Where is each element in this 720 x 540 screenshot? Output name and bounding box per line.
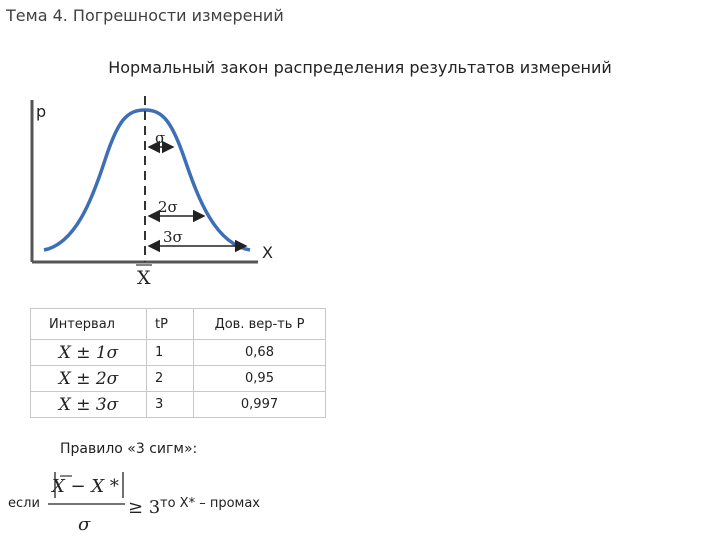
table-row (31, 366, 326, 392)
t-cell: 2 (147, 366, 194, 392)
rule-if: если (8, 496, 40, 511)
rule-denominator: σ (78, 514, 91, 535)
t-cell: 3 (147, 392, 194, 418)
two-sigma-label: 2σ (158, 198, 178, 216)
t-cell: 1 (147, 340, 194, 366)
confidence-table (30, 308, 326, 418)
header-t: tP (147, 309, 194, 340)
sigma-label: σ (155, 129, 166, 147)
probability-cell: 0,997 (194, 392, 326, 418)
x-axis-label: X (262, 243, 273, 262)
interval-cell: X ± 2σ (58, 368, 119, 389)
slide-title: Нормальный закон распределения результатов измерений (108, 58, 612, 77)
three-sigma-rule-title: Правило «3 сигм»: (60, 441, 198, 457)
y-axis-label: p (36, 102, 47, 121)
header-interval: Интервал (31, 309, 147, 340)
table-row (31, 392, 326, 418)
rule-relation: ≥ 3 (128, 497, 161, 518)
rule-conclusion: то Х* – промах (160, 496, 261, 511)
rule-numerator: X − X * (52, 476, 119, 497)
three-sigma-label: 3σ (163, 228, 183, 246)
mean-label: X (137, 267, 151, 289)
interval-cell: X ± 1σ (58, 342, 119, 363)
interval-cell: X ± 3σ (58, 394, 119, 415)
topic-title: Тема 4. Погрешности измерений (6, 6, 284, 25)
header-probability: Дов. вер-ть P (194, 309, 326, 340)
table-row (31, 340, 326, 366)
distribution-curve (44, 110, 250, 250)
probability-cell: 0,95 (194, 366, 326, 392)
table-header-row (31, 309, 326, 340)
probability-cell: 0,68 (194, 340, 326, 366)
